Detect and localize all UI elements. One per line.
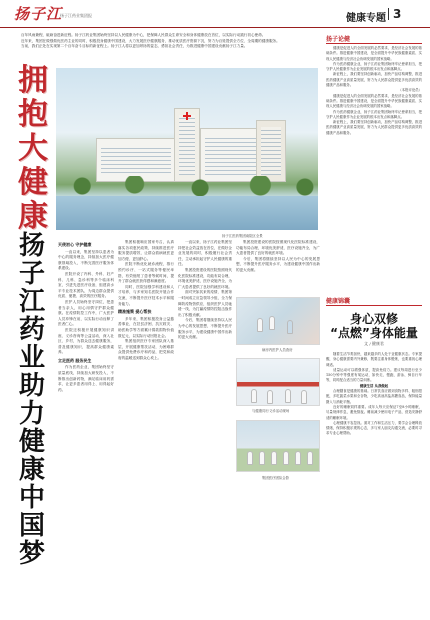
intro-paragraph: 当前，我们正处在实现第二个百年奋斗目标的新征程上。扬子江人将以更加昂扬的姿态，勇担社会责任，为推进健康中国建设贡献扬子江力量。 xyxy=(21,44,248,49)
column-paragraph: 医护人员始终坚守岗位，把患者当亲人，用心用情守护群众健康。在疫情防控工作中，广大医护人员冲锋在前，以实际行动诠释了医者仁心。 xyxy=(58,299,114,327)
staff-figure xyxy=(285,389,291,403)
column-subhead: 精准施策 爱心帮扶 xyxy=(118,309,152,315)
article-column-2 xyxy=(118,240,174,610)
commentary-paragraph: 作为医药健康企业，扬子江药业集团始终牢记使命担当，把守护人民健康作为企业发展的根本出发点和落脚点。 xyxy=(326,61,422,72)
page-number: 3 xyxy=(393,7,402,21)
calligraphy-title xyxy=(18,64,50,234)
tips-paragraph: 合理膳食是健康的基础。日常饮食应做到食物多样、粗细搭配，多吃蔬菜水果和全谷物，少吃高油高盐高糖食品，保持能量摄入与消耗平衡。 xyxy=(326,389,422,404)
column-paragraph: 一直以来，集团坚持以患者为中心的服务理念，持续加大医疗健康领域投入，不断完善医疗服务体系建设。 xyxy=(58,249,114,271)
masthead xyxy=(0,0,430,28)
tips-article xyxy=(326,352,422,614)
calligraphy-char: 抱 xyxy=(18,97,48,132)
commentary-paragraph: 新征程上，我们要坚持创新驱动，加快产品结构调整，推进医药健康产业高质量发展，努力为人民群众提供更多优质高效的健康产品和服务。 xyxy=(326,120,422,135)
column-paragraph: 面对突如其来的疫情，集团第一时间成立应急领导小组，全力保障防疫物资供应，组织医护人员驰援一线，为打赢疫情防控阻击战作出了积极贡献。 xyxy=(178,290,232,317)
divider xyxy=(388,8,389,20)
tips-byline: 文 / 健康君 xyxy=(364,341,384,346)
tips-paragraph: 随着生活节奏加快，越来越多的人处于亚健康状态。专家提醒，身心健康需要内外兼修，既要注重身体锻炼，也要重视心理调适。 xyxy=(326,352,422,367)
photo-caption: 扬子江医药集团南院区全景 xyxy=(222,234,263,238)
article-column-4 xyxy=(236,240,320,294)
tips-label: 健康锦囊 xyxy=(326,298,351,305)
staff-figure xyxy=(301,390,307,404)
column-paragraph: 今后，集团将继续坚持以人民为中心的发展思想，不断提升医疗服务水平，为建设健康中国作出新的更大贡献。 xyxy=(236,256,320,272)
column-paragraph: 医院不断优化就诊流程，推行预约诊疗、一站式服务等便民举措，有效缩短了患者等候时间，提升了群众就医获得感和满意度。 xyxy=(118,262,174,284)
tips-paragraph: 适量运动可以增强体质，提高免疫力。建议每周进行至少150分钟中等强度有氧运动，如快走、慢跑、游泳、骑自行车等，同时配合适当的力量训练。 xyxy=(326,367,422,383)
commentary-text xyxy=(326,46,422,286)
photo-caption: 集团医疗团队合影 xyxy=(262,476,290,480)
newspaper-logo: 扬子江 xyxy=(14,5,63,23)
column-paragraph: 今后，集团将继续坚持以人民为中心的发展思想，不断提升医疗服务水平，为建设健康中国作出新的更大贡献。 xyxy=(178,318,232,340)
column-subhead: 天使初心 守护健康 xyxy=(58,242,92,247)
headline-char: 业 xyxy=(18,343,45,373)
headline-char: 江 xyxy=(18,287,45,317)
main-headline xyxy=(10,231,54,569)
intro-paragraph: 近年来，集团在做强做优医药主业的同时，积极投身健康中国建设，大力发展医疗健康服务，推动优质医疗资源下沉，努力为百姓提供全方位、全周期的健康服务。 xyxy=(21,38,280,43)
headline-char: 国 xyxy=(18,511,45,541)
tips-title-line2: “点燃”身体能量 xyxy=(330,326,418,340)
tips-paragraph: 心理健康不容忽视。面对工作和生活压力，要学会合理释放情绪，保持积极乐观的心态，多与家人朋友沟通交流，必要时寻求专业心理帮助。 xyxy=(326,420,422,436)
staff-figure xyxy=(283,451,289,465)
building xyxy=(256,120,286,182)
dateline: 扬子江药业集团报 xyxy=(60,13,92,18)
section-name: 健康专题 xyxy=(346,13,386,24)
commentary-paragraph: 新征程上，我们要坚持创新驱动，加快产品结构调整，推进医药健康产业高质量发展，努力为人民群众提供更多优质高效的健康产品和服务。 xyxy=(326,72,422,88)
article-column-3 xyxy=(178,240,232,610)
staff-figure xyxy=(267,390,273,404)
hospital-photo xyxy=(56,68,318,230)
headline-char: 药 xyxy=(18,315,45,345)
headline-char: 康 xyxy=(18,455,45,485)
intro-text xyxy=(14,33,314,50)
calligraphy-char: 大 xyxy=(18,131,48,166)
tips-title-line1: 身心双修 xyxy=(349,312,398,326)
doctor-figure xyxy=(269,316,275,330)
commentary-signature: （本报评论员） xyxy=(398,88,422,93)
column-subhead: 立足医药 服务民生 xyxy=(58,357,92,363)
staff-figure xyxy=(251,389,257,403)
calligraphy-char: 康 xyxy=(18,199,48,234)
staff-figure xyxy=(295,451,301,465)
column-paragraph: 集团投资建设的医院按照现代化医院标准建设，功能布局合理，环境优美舒适，医疗设施齐全，为广大患者提供了良好的就医环境。 xyxy=(178,267,232,289)
commentary-paragraph: 健康是促进人的全面发展的必然要求，是经济社会发展的基础条件。推进健康中国建设，是全面提升中华民族健康素质、实现人民健康与经济社会协调发展的国家战略。 xyxy=(326,46,422,61)
intro-paragraph: 百年风雨兼程，砥砺奋进新征程。扬子江药业集团始终坚持以人民健康为中心，把保障人民群众生命安全和身体健康放在首位，以实际行动践行初心使命。 xyxy=(21,33,266,37)
group-photo xyxy=(236,420,320,472)
commentary-paragraph: 作为医药健康企业，扬子江药业集团始终牢记使命担当，把守护人民健康作为企业发展的根本出发点和落脚点。 xyxy=(326,109,422,119)
photo-caption: 病房内医护人员查房 xyxy=(262,348,293,352)
headline-char: 子 xyxy=(18,259,45,289)
column-paragraph: 医院还积极开展健康知识讲座、义诊咨询等公益活动，深入社区、乡村，为群众送去健康服务，普及健康知识，提高群众健康素养。 xyxy=(58,327,114,355)
staff-figure xyxy=(271,451,277,465)
headline-char: 力 xyxy=(18,399,45,429)
column-paragraph: 集团组织医疗专家团队深入基层，开展健康帮扶活动，为困难群众提供免费诊疗和药品，把党和政府的温暖送到群众心坎上。 xyxy=(118,339,174,360)
red-cross-icon xyxy=(183,112,191,120)
staff-figure xyxy=(307,451,313,465)
calligraphy-char: 拥 xyxy=(18,63,48,98)
column-paragraph: 医院开设了内科、外科、妇产科、儿科、急诊科等多个临床科室，引进先进医疗设备，组建高水平专业技术团队，为周边群众提供优质、便捷、高效的医疗服务。 xyxy=(58,271,114,299)
headline-char: 扬 xyxy=(18,231,45,261)
trees xyxy=(56,176,318,196)
divider xyxy=(326,305,422,306)
tips-subhead: 健康生活 从我做起 xyxy=(359,383,389,388)
patient-figure xyxy=(287,320,293,334)
column-paragraph: 集团投资建设的医院按照现代化医院标准建设，功能布局合理，环境优美舒适，医疗设施齐全，为广大患者提供了良好的就医环境。 xyxy=(236,240,320,256)
tips-paragraph: 良好的睡眠同样重要。成年人每天应保证7至8小时睡眠，尽量规律作息，避免熬夜。睡前减少使用电子产品，营造安静舒适的睡眠环境。 xyxy=(326,404,422,420)
headline-char: 助 xyxy=(18,371,45,401)
column-paragraph: 多年来，集团积极投身公益慈善事业，在扶贫济困、抗灾救灾、助医助学等方面累计捐款捐物价值数亿元，以实际行动回报社会。 xyxy=(118,316,174,338)
headline-char: 中 xyxy=(18,483,45,513)
divider xyxy=(326,43,422,44)
tips-title xyxy=(326,312,422,347)
headline-char: 健 xyxy=(18,427,45,457)
ward-photo xyxy=(236,297,320,345)
commentary-paragraph: 健康是促进人的全面发展的必然要求，是经济社会发展的基础条件。推进健康中国建设，是全面提升中华民族健康素质、实现人民健康与经济社会协调发展的国家战略。 xyxy=(326,93,422,109)
column-paragraph: 集团积极响应国家号召，认真落实各项惠民政策，持续推进医疗服务提质增效，让群众看病就医更加方便、更加舒心。 xyxy=(118,240,174,261)
calligraphy-char: 健 xyxy=(18,165,48,200)
staff-figure xyxy=(247,451,253,465)
doctor-figure xyxy=(257,318,263,332)
column-paragraph: 一直以来，扬子江药业集团坚持把社会效益放在首位，在做好企业发展的同时，积极履行社会责任，主动承担起守护人民健康的重任。 xyxy=(178,240,232,267)
headline-char: 梦 xyxy=(18,539,45,569)
event-photo xyxy=(236,358,320,406)
column-paragraph: 作为医药企业，集团始终坚守质量底线，持续加大研发投入，不断推出创新药物，满足临床用药需求，让更多患者用得上、用得起好药。 xyxy=(58,365,114,392)
photo-caption: 与健康同行义诊活动现场 xyxy=(252,409,290,413)
commentary-label: 扬子论健 xyxy=(326,36,351,43)
staff-figure xyxy=(259,451,265,465)
column-paragraph: 同时，医院加强学科建设和人才培养，与多家知名医院开展合作交流，不断提升医疗技术水平和服务能力。 xyxy=(118,284,174,306)
article-column-1 xyxy=(58,240,114,610)
lake xyxy=(56,196,318,230)
